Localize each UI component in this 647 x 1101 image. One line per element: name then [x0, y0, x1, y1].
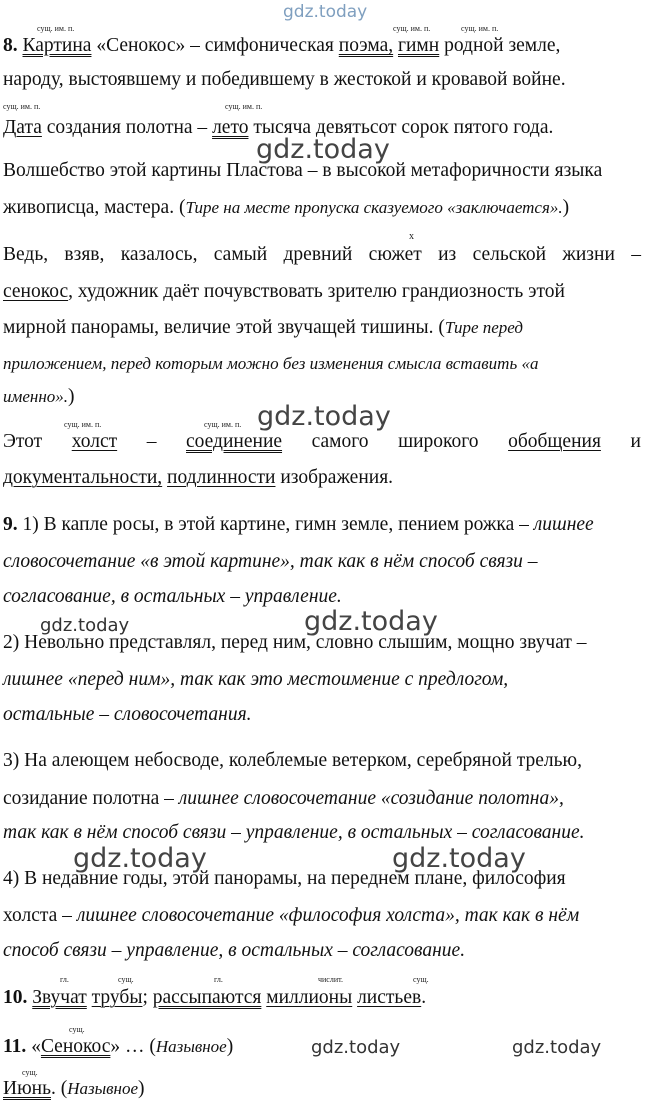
word: самый: [213, 244, 268, 265]
text: создания полотна –: [46, 117, 208, 138]
task-number: 9.: [3, 514, 18, 535]
subject-word: трубы: [91, 987, 143, 1008]
task-number: 8.: [3, 35, 18, 56]
noun-annotation: сущ. им. п.: [64, 420, 102, 429]
task9-p2-line1: 2) Невольно представлял, перед ним, словно слышим, мощно звучат –: [3, 632, 587, 653]
predicate-word: лето: [212, 117, 249, 138]
task8-sentence4-line1: [3, 243, 641, 267]
watermark: gdz.today: [311, 1037, 401, 1058]
text: , художник даёт почувствовать зрителю грандиозность этой: [68, 281, 565, 302]
watermark: gdz.today: [73, 843, 207, 874]
word: и: [630, 431, 641, 452]
predicate-word: поэма,: [338, 35, 394, 56]
subject-word: холст: [71, 431, 118, 452]
task9-p1-line1: [3, 513, 641, 537]
task9-p4-line2: [3, 904, 641, 928]
task8-sentence5-line1: [3, 430, 641, 454]
noun-annotation: сущ. им. п.: [393, 24, 431, 33]
task8-sentence3-line2: [3, 196, 641, 220]
text: «Сенокос» – симфоническая: [96, 35, 334, 56]
task10-line: [3, 986, 641, 1010]
task9-p4-line1: 4) В недавние годы, этой панорамы, на переднем плане, философия: [3, 868, 566, 889]
text: живописца, мастера. (: [3, 197, 186, 218]
watermark: gdz.today: [256, 134, 390, 165]
underlined-word: документальности,: [3, 467, 163, 488]
task8-sentence4-line3: [3, 316, 641, 340]
predicate-word: соединение: [186, 431, 283, 452]
watermark: gdz.today: [257, 401, 391, 432]
text: ;: [142, 987, 148, 1008]
text: холста –: [3, 905, 72, 926]
task8-sentence5-line2: [3, 466, 641, 490]
word: жизни: [562, 244, 615, 265]
predicate-word: рассыпаются: [152, 987, 262, 1008]
task8-sentence1-line1: [3, 34, 641, 58]
verb-annotation: гл.: [60, 975, 69, 984]
task9-p2-line2: лишнее «перед ним», так как это местоимение с предлогом,: [3, 669, 509, 690]
text: «: [31, 1036, 41, 1057]
task11-line1: [3, 1035, 641, 1059]
text: ): [68, 386, 75, 407]
subject-word: Дата: [3, 117, 42, 138]
task9-p3-line3: так как в нём способ связи – управление, в остальных – согласование.: [3, 822, 585, 843]
word: широкого: [398, 431, 479, 452]
word: сюжет: [368, 244, 422, 265]
appositive-word: сенокос: [3, 281, 69, 302]
watermark: gdz.today: [392, 843, 526, 874]
word: –: [146, 431, 157, 452]
note: Назывное: [155, 1037, 227, 1056]
verb-annotation: гл.: [214, 975, 223, 984]
subject-word: миллионы: [266, 987, 353, 1008]
word: Этот: [3, 431, 43, 452]
word: из: [438, 244, 457, 265]
text: родной земле,: [444, 35, 561, 56]
task9-p3-line2: [3, 787, 641, 811]
noun-annotation: сущ. им. п.: [225, 102, 263, 111]
watermark: gdz.today: [512, 1037, 602, 1058]
task9-p1-line3: согласование, в остальных – управление.: [3, 586, 342, 607]
main-word: Июнь: [3, 1078, 51, 1099]
word: самого: [311, 431, 369, 452]
text: » … (: [110, 1036, 156, 1057]
task8-sentence2: [3, 116, 641, 140]
text: 1) В капле росы, в этой картине, гимн земле, пением рожка –: [22, 514, 529, 535]
text: тысяча девятьсот сорок пятого года.: [253, 117, 554, 138]
note: Тире на месте пропуска сказуемого «заключается».: [185, 198, 563, 217]
noun-annotation: сущ. им. п.: [461, 24, 499, 33]
word: древний: [283, 244, 353, 265]
noun-annotation: сущ.: [413, 975, 429, 984]
task8-sentence4-line4: приложением, перед которым можно без изменения смысла вставить «а: [3, 354, 539, 373]
task9-p3-line1: 3) На алеющем небосводе, колеблемые ветерком, серебряной трелью,: [3, 750, 582, 771]
note: лишнее словосочетание «созидание полотна»,: [178, 788, 564, 809]
watermark: gdz.today: [304, 606, 438, 637]
task-number: 10.: [3, 987, 28, 1008]
task9-p4-line3: способ связи – управление, в остальных – согласование.: [3, 940, 466, 961]
text: . (: [50, 1078, 68, 1099]
text: ): [562, 197, 570, 218]
text: ): [138, 1078, 145, 1099]
noun-annotation: сущ.: [69, 1025, 85, 1034]
main-word: Сенокос: [40, 1036, 111, 1057]
task9-p2-line3: остальные – словосочетания.: [3, 704, 252, 725]
noun-annotation: сущ. им. п.: [3, 102, 41, 111]
text: мирной панорамы, величие этой звучащей тишины. (: [3, 317, 445, 338]
watermark: gdz.today: [283, 2, 368, 22]
note: лишнее: [533, 514, 594, 535]
watermark: gdz.today: [40, 615, 130, 636]
text: созидание полотна –: [3, 788, 174, 809]
task9-p1-line2: словосочетание «в этой картине», так как в нём способ связи –: [3, 551, 538, 572]
task8-sentence3-line1: Волшебство этой картины Пластова – в высокой метафоричности языка: [3, 160, 603, 181]
task-number: 11.: [3, 1036, 27, 1057]
noun-annotation: сущ.: [22, 1068, 38, 1077]
note: Назывное: [67, 1079, 139, 1098]
task11-line2: [3, 1077, 641, 1101]
predicate-word: гимн: [398, 35, 440, 56]
subject-word: Картина: [22, 35, 92, 56]
underlined-word: подлинности: [167, 467, 276, 488]
text: изображения.: [280, 467, 394, 488]
task8-sentence4-line5: [3, 385, 641, 409]
note: лишнее словосочетание «философия холста», так как в нём: [76, 905, 580, 926]
underlined-word: обобщения: [508, 431, 601, 452]
predicate-word: Звучат: [32, 987, 87, 1008]
noun-annotation: сущ. им. п.: [37, 24, 75, 33]
word: казалось,: [120, 244, 198, 265]
word: сельской: [472, 244, 547, 265]
text: .: [421, 987, 427, 1008]
word: –: [631, 244, 641, 265]
note: именно».: [3, 387, 69, 406]
text: ): [226, 1036, 234, 1057]
task8-sentence1-line2: народу, выстоявшему и победившему в жестокой и кровавой войне.: [3, 69, 566, 90]
note: Тире перед: [444, 318, 524, 337]
word: Ведь,: [3, 244, 49, 265]
word: взяв,: [64, 244, 105, 265]
subject-word: листьев: [357, 987, 422, 1008]
noun-annotation: сущ. им. п.: [204, 420, 242, 429]
numeral-annotation: числит.: [318, 975, 344, 984]
noun-annotation: сущ.: [118, 975, 134, 984]
subject-mark: x: [409, 231, 414, 242]
task8-sentence4-line2: [3, 280, 641, 304]
